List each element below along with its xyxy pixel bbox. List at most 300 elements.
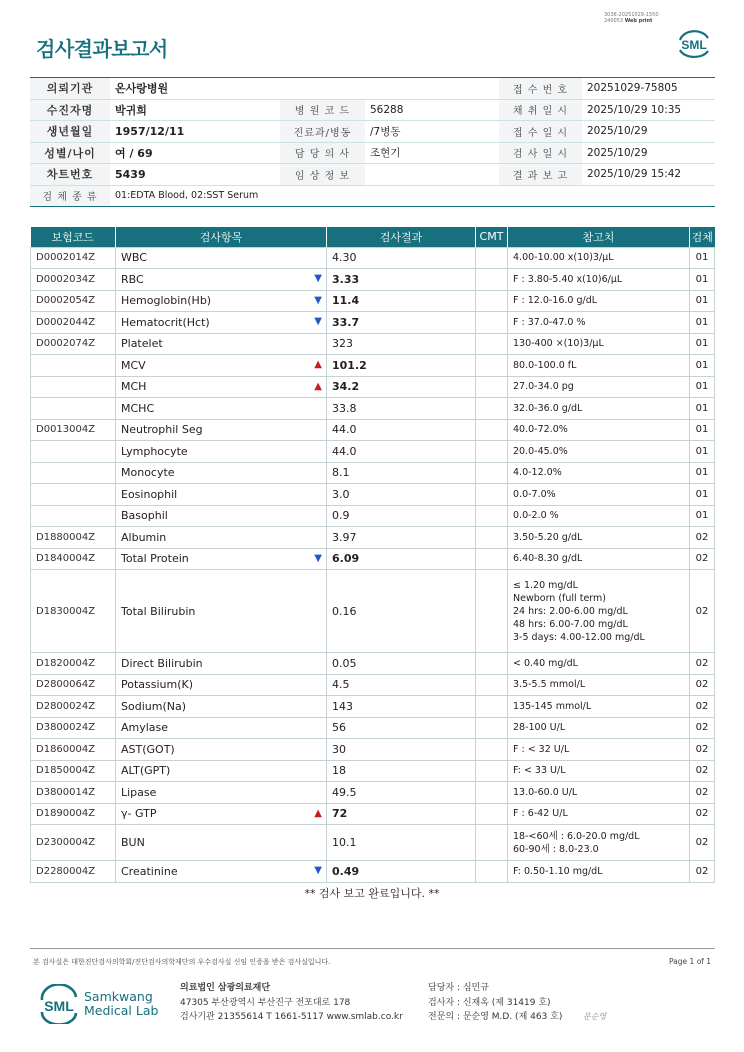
cmt-cell (476, 570, 508, 653)
table-row (31, 653, 715, 675)
test-item-name: Potassium(K) (121, 678, 194, 692)
test-item (116, 570, 327, 653)
specimen-code: 01 (690, 333, 715, 355)
specimen-code: 01 (690, 355, 715, 377)
low-flag-icon: ▼ (314, 273, 322, 285)
test-item (116, 739, 327, 761)
report-date: 2025/10/29 15:42 (582, 164, 715, 186)
cmt-cell (476, 269, 508, 291)
insurance-code: D3800014Z (31, 782, 116, 804)
patient-info-table (30, 77, 715, 207)
request-org: 온사랑병원 (110, 78, 280, 100)
col-header-result: 검사결과 (327, 227, 476, 247)
insurance-code: D2800064Z (31, 674, 116, 696)
test-item (116, 861, 327, 883)
reference-range (508, 782, 690, 804)
specimen-code: 02 (690, 825, 715, 861)
doctor-label: 담 당 의 사 (280, 142, 365, 164)
test-item (116, 760, 327, 782)
insurance-code: D1890004Z (31, 803, 116, 825)
reference-range (508, 548, 690, 570)
ref-value: 4.0-12.0% (513, 467, 562, 479)
specimen-code: 01 (690, 269, 715, 291)
table-row (31, 696, 715, 718)
test-item (116, 269, 327, 291)
reference-range (508, 269, 690, 291)
reference-range (508, 312, 690, 334)
test-item-name: Hematocrit(Hct) (121, 315, 210, 329)
chart-no: 5439 (110, 164, 280, 186)
cmt-cell (476, 548, 508, 570)
col-header-ref: 참고치 (508, 227, 690, 247)
test-item-name: Creatinine (121, 864, 178, 878)
cmt-cell (476, 696, 508, 718)
ref-value: F: 0.50-1.10 mg/dL (513, 865, 603, 877)
insurance-code: D0002034Z (31, 269, 116, 291)
birth-date: 1957/12/11 (110, 121, 280, 143)
patient-label: 수진자명 (30, 99, 110, 121)
reference-range (508, 825, 690, 861)
insurance-code: D2800024Z (31, 696, 116, 718)
test-item-name: RBC (121, 272, 144, 286)
test-item-name: WBC (121, 251, 147, 265)
ref-value: F : 3.80-5.40 x(10)6/μL (513, 273, 623, 285)
test-item-name: Neutrophil Seg (121, 423, 203, 437)
table-row (31, 548, 715, 570)
cmt-cell (476, 674, 508, 696)
ref-value: F : 12.0-16.0 g/dL (513, 295, 598, 307)
insurance-code: D1860004Z (31, 739, 116, 761)
test-result: 44.0 (327, 419, 476, 441)
ref-value: 0.0-7.0% (513, 488, 556, 500)
table-row (31, 462, 715, 484)
sex-age: 여 / 69 (110, 142, 280, 164)
col-header-cmt: CMT (476, 227, 508, 247)
accreditation-note: 본 검사실은 대한진단검사의학회/진단검사의학재단의 우수검사실 신임 인증을 받은 검사실입니다. (33, 958, 331, 966)
test-result: 56 (327, 717, 476, 739)
test-result: 33.8 (327, 398, 476, 420)
test-item-name: MCHC (121, 401, 155, 415)
table-row (31, 333, 715, 355)
insurance-code (31, 376, 116, 398)
test-result: 10.1 (327, 825, 476, 861)
cmt-cell (476, 861, 508, 883)
insurance-code: D0002074Z (31, 333, 116, 355)
org-info: 의료법인 삼광의료재단 47305 부산광역시 부산진구 전포대로 178 검사기관 21355614 T 1661-5117 www.smlab.co.kr (180, 983, 403, 1022)
receipt-no: 20251029-75805 (582, 78, 715, 100)
test-result: 11.4 (327, 290, 476, 312)
test-result: 6.09 (327, 548, 476, 570)
specimen-code: 02 (690, 548, 715, 570)
insurance-code: D1840004Z (31, 548, 116, 570)
specimen-code: 01 (690, 441, 715, 463)
cmt-cell (476, 441, 508, 463)
table-row (31, 376, 715, 398)
reference-range (508, 527, 690, 549)
test-item (116, 376, 327, 398)
test-item-name: Sodium(Na) (121, 699, 186, 713)
cmt-cell (476, 527, 508, 549)
test-item (116, 333, 327, 355)
specimen-code: 01 (690, 419, 715, 441)
test-result: 0.49 (327, 861, 476, 883)
test-item-name: MCV (121, 358, 146, 372)
test-item (116, 441, 327, 463)
footer-divider (30, 948, 715, 949)
test-item-name: Eosinophil (121, 487, 178, 501)
test-item (116, 653, 327, 675)
table-row (31, 782, 715, 804)
test-item-name: Lipase (121, 785, 157, 799)
cmt-cell (476, 462, 508, 484)
test-item (116, 527, 327, 549)
specimen-code: 02 (690, 570, 715, 653)
specimen-code: 02 (690, 674, 715, 696)
insurance-code (31, 484, 116, 506)
test-result: 143 (327, 696, 476, 718)
ref-line: 48 hrs: 6.00-7.00 mg/dL (513, 618, 628, 630)
clinical-info (365, 164, 499, 186)
test-result: 72 (327, 803, 476, 825)
cmt-cell (476, 290, 508, 312)
patient-name: 박귀희 (110, 99, 280, 121)
specimen-label: 검 체 종 류 (30, 185, 110, 207)
test-item-name: Albumin (121, 530, 167, 544)
reference-range (508, 462, 690, 484)
specimen-code: 01 (690, 312, 715, 334)
results-table (30, 227, 715, 883)
ref-value: 135-145 mmol/L (513, 700, 592, 712)
specimen-code: 01 (690, 247, 715, 269)
sex-age-label: 성별/나이 (30, 142, 110, 164)
table-row (31, 505, 715, 527)
print-code: 3038-20251029-1550 240053 Web print (604, 12, 659, 24)
test-item (116, 674, 327, 696)
low-flag-icon: ▼ (314, 865, 322, 877)
table-row (31, 527, 715, 549)
specimen-code: 01 (690, 462, 715, 484)
test-result: 4.30 (327, 247, 476, 269)
test-item (116, 312, 327, 334)
ref-line: 60-90세 : 8.0-23.0 (513, 843, 599, 855)
ref-value: F : < 32 U/L (513, 743, 570, 755)
ref-value: 13.0-60.0 U/L (513, 786, 578, 798)
insurance-code (31, 355, 116, 377)
cmt-cell (476, 312, 508, 334)
reference-range (508, 355, 690, 377)
collect-date-label: 채 취 일 시 (499, 99, 582, 121)
ref-line: 24 hrs: 2.00-6.00 mg/dL (513, 605, 628, 617)
test-item-name: BUN (121, 836, 145, 849)
completion-message: ** 검사 보고 완료입니다. ** (304, 887, 440, 900)
test-result: 33.7 (327, 312, 476, 334)
table-row (31, 803, 715, 825)
cmt-cell (476, 803, 508, 825)
reference-range (508, 674, 690, 696)
table-row (31, 441, 715, 463)
collect-date: 2025/10/29 10:35 (582, 99, 715, 121)
specimen-code: 02 (690, 717, 715, 739)
table-row (31, 290, 715, 312)
cmt-cell (476, 333, 508, 355)
test-result: 18 (327, 760, 476, 782)
ref-value: 80.0-100.0 fL (513, 359, 577, 371)
specimen-code: 02 (690, 782, 715, 804)
test-item (116, 717, 327, 739)
test-item (116, 290, 327, 312)
ref-line: ≤ 1.20 mg/dL (513, 579, 578, 591)
specimen-code: 01 (690, 398, 715, 420)
ref-value: 6.40-8.30 g/dL (513, 553, 583, 565)
report-date-label: 결 과 보 고 (499, 164, 582, 186)
test-result: 34.2 (327, 376, 476, 398)
table-row (31, 861, 715, 883)
ref-value: 27.0-34.0 pg (513, 381, 574, 393)
hospital-code-label: 병 원 코 드 (280, 99, 365, 121)
specimen-code: 01 (690, 484, 715, 506)
test-item (116, 462, 327, 484)
test-result: 30 (327, 739, 476, 761)
specimen-code: 01 (690, 376, 715, 398)
test-result: 4.5 (327, 674, 476, 696)
test-item-name: Total Protein (121, 552, 189, 566)
reference-range (508, 570, 690, 653)
cmt-cell (476, 484, 508, 506)
reference-range (508, 760, 690, 782)
cmt-cell (476, 505, 508, 527)
reference-range (508, 717, 690, 739)
reference-range (508, 419, 690, 441)
test-item-name: Hemoglobin(Hb) (121, 294, 212, 308)
dept: /7병동 (365, 121, 499, 143)
test-result: 3.33 (327, 269, 476, 291)
table-row (31, 398, 715, 420)
reference-range (508, 398, 690, 420)
ref-line: 3-5 days: 4.00-12.00 mg/dL (513, 631, 645, 643)
cmt-cell (476, 825, 508, 861)
test-result: 0.9 (327, 505, 476, 527)
insurance-code: D0013004Z (31, 419, 116, 441)
test-item (116, 398, 327, 420)
birth-label: 생년월일 (30, 121, 110, 143)
reference-range (508, 441, 690, 463)
ref-value: 32.0-36.0 g/dL (513, 402, 583, 414)
col-header-code: 보험코드 (31, 227, 116, 247)
cmt-cell (476, 419, 508, 441)
cmt-cell (476, 376, 508, 398)
table-row (31, 247, 715, 269)
insurance-code: D0002044Z (31, 312, 116, 334)
test-item (116, 825, 327, 861)
results-body (31, 247, 715, 882)
cmt-cell (476, 739, 508, 761)
high-flag-icon: ▲ (314, 359, 322, 371)
reference-range (508, 861, 690, 883)
cmt-cell (476, 717, 508, 739)
insurance-code: D2300004Z (31, 825, 116, 861)
low-flag-icon: ▼ (314, 316, 322, 328)
table-row (31, 484, 715, 506)
reference-range (508, 247, 690, 269)
specimen-code: 01 (690, 505, 715, 527)
test-item-name: Amylase (121, 721, 169, 735)
test-result: 49.5 (327, 782, 476, 804)
ref-value: 40.0-72.0% (513, 424, 568, 436)
test-item (116, 419, 327, 441)
test-item (116, 505, 327, 527)
receipt-date: 2025/10/29 (582, 121, 715, 143)
specimen-code: 02 (690, 803, 715, 825)
insurance-code: D1820004Z (31, 653, 116, 675)
test-item-name: Total Bilirubin (121, 604, 196, 618)
test-result: 323 (327, 333, 476, 355)
ref-value: F : 37.0-47.0 % (513, 316, 586, 328)
cmt-cell (476, 355, 508, 377)
insurance-code (31, 398, 116, 420)
page-title: 검사결과보고서 (36, 37, 168, 61)
cmt-cell (476, 653, 508, 675)
test-item-name: MCH (121, 380, 147, 394)
signature: 문순영 (583, 1012, 607, 1021)
test-item-name: γ- GTP (121, 807, 157, 821)
ref-value: 0.0-2.0 % (513, 510, 559, 522)
insurance-code (31, 462, 116, 484)
ref-line: 18-<60세 : 6.0-20.0 mg/dL (513, 830, 640, 842)
ref-value: 130-400 ×(10)3/μL (513, 338, 604, 350)
table-row (31, 674, 715, 696)
test-item (116, 803, 327, 825)
low-flag-icon: ▼ (314, 294, 322, 306)
page-number: Page 1 of 1 (669, 957, 712, 966)
test-result: 8.1 (327, 462, 476, 484)
ref-value: < 0.40 mg/dL (513, 657, 578, 669)
test-result: 0.16 (327, 570, 476, 653)
test-item-name: AST(GOT) (121, 742, 175, 756)
specimen-code: 02 (690, 760, 715, 782)
chart-no-label: 차트번호 (30, 164, 110, 186)
ref-value: 3.5-5.5 mmol/L (513, 679, 586, 691)
test-item-name: Platelet (121, 337, 163, 351)
cmt-cell (476, 247, 508, 269)
specimen-code: 02 (690, 696, 715, 718)
test-result: 0.05 (327, 653, 476, 675)
ref-value: F : 6-42 U/L (513, 808, 568, 820)
reference-range (508, 505, 690, 527)
receipt-date-label: 접 수 일 시 (499, 121, 582, 143)
insurance-code: D0002054Z (31, 290, 116, 312)
specimen-code: 02 (690, 527, 715, 549)
test-item-name: Direct Bilirubin (121, 656, 203, 670)
ref-line: Newborn (full term) (513, 592, 606, 604)
test-item (116, 484, 327, 506)
cmt-cell (476, 782, 508, 804)
ref-value: 4.00-10.00 x(10)3/μL (513, 252, 614, 264)
brand-name: Samkwang Medical Lab (84, 989, 159, 1018)
test-result: 44.0 (327, 441, 476, 463)
test-result: 101.2 (327, 355, 476, 377)
test-item-name: Lymphocyte (121, 444, 188, 458)
cmt-cell (476, 760, 508, 782)
clinical-label: 임 상 정 보 (280, 164, 365, 186)
test-date-label: 검 사 일 시 (499, 142, 582, 164)
ref-value: 3.50-5.20 g/dL (513, 531, 583, 543)
test-result: 3.0 (327, 484, 476, 506)
reference-range (508, 290, 690, 312)
high-flag-icon: ▲ (314, 380, 322, 392)
test-item-name: Basophil (121, 509, 168, 523)
insurance-code (31, 505, 116, 527)
reference-range (508, 484, 690, 506)
hospital-code: 56288 (365, 99, 499, 121)
col-header-specimen: 검체 (690, 227, 715, 247)
table-row (31, 312, 715, 334)
test-item (116, 548, 327, 570)
ref-value: 28-100 U/L (513, 722, 566, 734)
test-item (116, 355, 327, 377)
test-item (116, 696, 327, 718)
insurance-code: D0002014Z (31, 247, 116, 269)
col-header-item: 검사항목 (116, 227, 327, 247)
receipt-no-label: 접 수 번 호 (499, 78, 582, 100)
table-row (31, 739, 715, 761)
doctor: 조현기 (365, 142, 499, 164)
high-flag-icon: ▲ (314, 807, 322, 819)
reference-range (508, 803, 690, 825)
ref-value: F: < 33 U/L (513, 765, 566, 777)
cmt-cell (476, 398, 508, 420)
ref-value: 20.0-45.0% (513, 445, 568, 457)
sml-logo-footer (37, 984, 81, 1024)
sml-logo (674, 26, 714, 60)
reference-range (508, 376, 690, 398)
specimen-code: 02 (690, 653, 715, 675)
table-row (31, 717, 715, 739)
insurance-code: D1850004Z (31, 760, 116, 782)
table-row (31, 355, 715, 377)
specimen-types: 01:EDTA Blood, 02:SST Serum (110, 185, 715, 207)
table-row (31, 419, 715, 441)
table-row (31, 570, 715, 653)
reference-range (508, 696, 690, 718)
insurance-code: D3800024Z (31, 717, 116, 739)
insurance-code: D2280004Z (31, 861, 116, 883)
specimen-code: 02 (690, 861, 715, 883)
test-result: 3.97 (327, 527, 476, 549)
test-item-name: ALT(GPT) (121, 764, 171, 778)
svg-text:SML: SML (44, 998, 74, 1014)
reference-range (508, 653, 690, 675)
test-date: 2025/10/29 (582, 142, 715, 164)
test-item-name: Monocyte (121, 466, 175, 480)
insurance-code (31, 441, 116, 463)
insurance-code: D1830004Z (31, 570, 116, 653)
request-org-label: 의뢰기관 (30, 78, 110, 100)
table-row (31, 760, 715, 782)
test-item (116, 782, 327, 804)
dept-label: 진료과/병동 (280, 121, 365, 143)
staff-info: 담당자 : 심민규 검사자 : 신재옥 (제 31419 호) 전문의 : 문순영 M.D. (제 463 호) (428, 983, 563, 1022)
reference-range (508, 333, 690, 355)
table-row (31, 825, 715, 861)
table-row (31, 269, 715, 291)
specimen-code: 01 (690, 290, 715, 312)
low-flag-icon: ▼ (314, 552, 322, 564)
specimen-code: 02 (690, 739, 715, 761)
test-item (116, 247, 327, 269)
reference-range (508, 739, 690, 761)
insurance-code: D1880004Z (31, 527, 116, 549)
svg-text:SML: SML (681, 38, 707, 52)
